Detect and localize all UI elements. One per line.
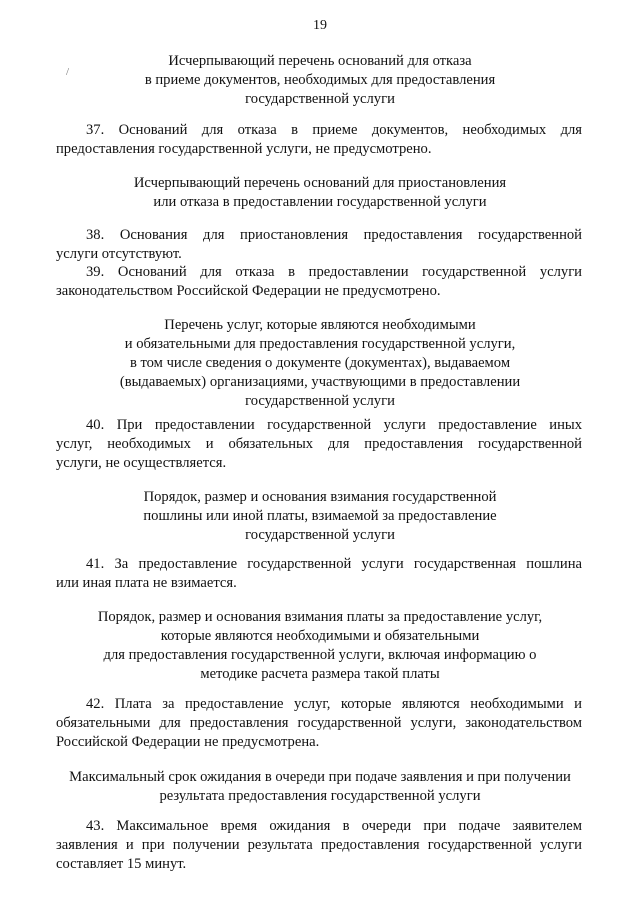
paragraph-40 xyxy=(56,416,582,473)
paragraph-line: 37. Оснований для отказа в приеме документов, необходимых для xyxy=(86,122,582,138)
paragraph-41 xyxy=(56,555,582,593)
paragraph-line: 42. Плата за предоставление услуг, которые являются необходимыми и xyxy=(86,696,582,712)
heading-line: или отказа в предоставлении государственной услуги xyxy=(153,194,487,210)
paragraph-line: 39. Оснований для отказа в предоставлении государственной услуги xyxy=(86,264,582,280)
heading-line: государственной услуги xyxy=(245,527,395,543)
paragraph-38 xyxy=(56,226,582,264)
paragraph-line: предоставления государственной услуги, не предусмотрено. xyxy=(56,141,432,157)
heading-line: которые являются необходимыми и обязательными xyxy=(160,628,480,644)
heading-line: Исчерпывающий перечень оснований для отказа xyxy=(168,53,472,69)
heading-line: (выдаваемых) организациями, участвующими в предоставлении xyxy=(119,374,521,390)
margin-mark: / xyxy=(66,66,70,78)
heading-line: результата предоставления государственной услуги xyxy=(159,788,481,804)
heading-line: государственной услуги xyxy=(245,393,395,409)
paragraph-line: 43. Максимальное время ожидания в очереди при подаче заявителем xyxy=(86,818,582,834)
paragraph-line: обязательными для предоставления государственной услуги, законодательством xyxy=(56,715,582,731)
heading-line: Порядок, размер и основания взимания государственной xyxy=(143,489,497,505)
heading-suspension xyxy=(120,174,520,212)
paragraph-line: составляет 15 минут. xyxy=(56,856,187,872)
heading-services-list xyxy=(100,316,540,411)
heading-line: Максимальный срок ожидания в очереди при подаче заявления и при получении xyxy=(69,769,571,785)
paragraph-43 xyxy=(56,817,582,874)
heading-line: Перечень услуг, которые являются необходимыми xyxy=(164,317,476,333)
paragraph-42 xyxy=(56,695,582,752)
heading-queue-time xyxy=(40,768,600,806)
paragraph-line: услуги отсутствуют. xyxy=(56,246,182,262)
paragraph-37 xyxy=(56,121,582,159)
paragraph-line: Российской Федерации не предусмотрена. xyxy=(56,734,320,750)
paragraph-line: или иная плата не взимается. xyxy=(56,575,237,591)
paragraph-line: услуг, необходимых и обязательных для предоставления государственной xyxy=(56,436,582,452)
heading-line: государственной услуги xyxy=(245,91,395,107)
heading-line: в приеме документов, необходимых для предоставления xyxy=(144,72,496,88)
paragraph-line: законодательством Российской Федерации не предусмотрено. xyxy=(56,283,441,299)
heading-line: и обязательными для предоставления государственной услуги, xyxy=(124,336,516,352)
heading-line: в том числе сведения о документе (документах), выдаваемом xyxy=(129,355,511,371)
paragraph-39 xyxy=(56,263,582,301)
heading-refusal-acceptance xyxy=(120,52,520,109)
paragraph-line: заявления и при получении результата предоставления государственной услуги xyxy=(56,837,582,853)
paragraph-line: 38. Основания для приостановления предоставления государственной xyxy=(86,227,582,243)
heading-payment-services xyxy=(80,608,560,684)
heading-line: Порядок, размер и основания взимания платы за предоставление услуг, xyxy=(97,609,543,625)
paragraph-line: 40. При предоставлении государственной услуги предоставление иных xyxy=(86,417,582,433)
heading-line: для предоставления государственной услуги, включая информацию о xyxy=(103,647,537,663)
heading-line: пошлины или иной платы, взимаемой за предоставление xyxy=(143,508,497,524)
heading-state-fee xyxy=(120,488,520,545)
paragraph-line: услуги, не осуществляется. xyxy=(56,455,227,471)
heading-line: методике расчета размера такой платы xyxy=(200,666,440,682)
heading-line: Исчерпывающий перечень оснований для приостановления xyxy=(133,175,507,191)
page-number: 19 xyxy=(313,18,327,33)
paragraph-line: 41. За предоставление государственной услуги государственная пошлина xyxy=(86,556,582,572)
